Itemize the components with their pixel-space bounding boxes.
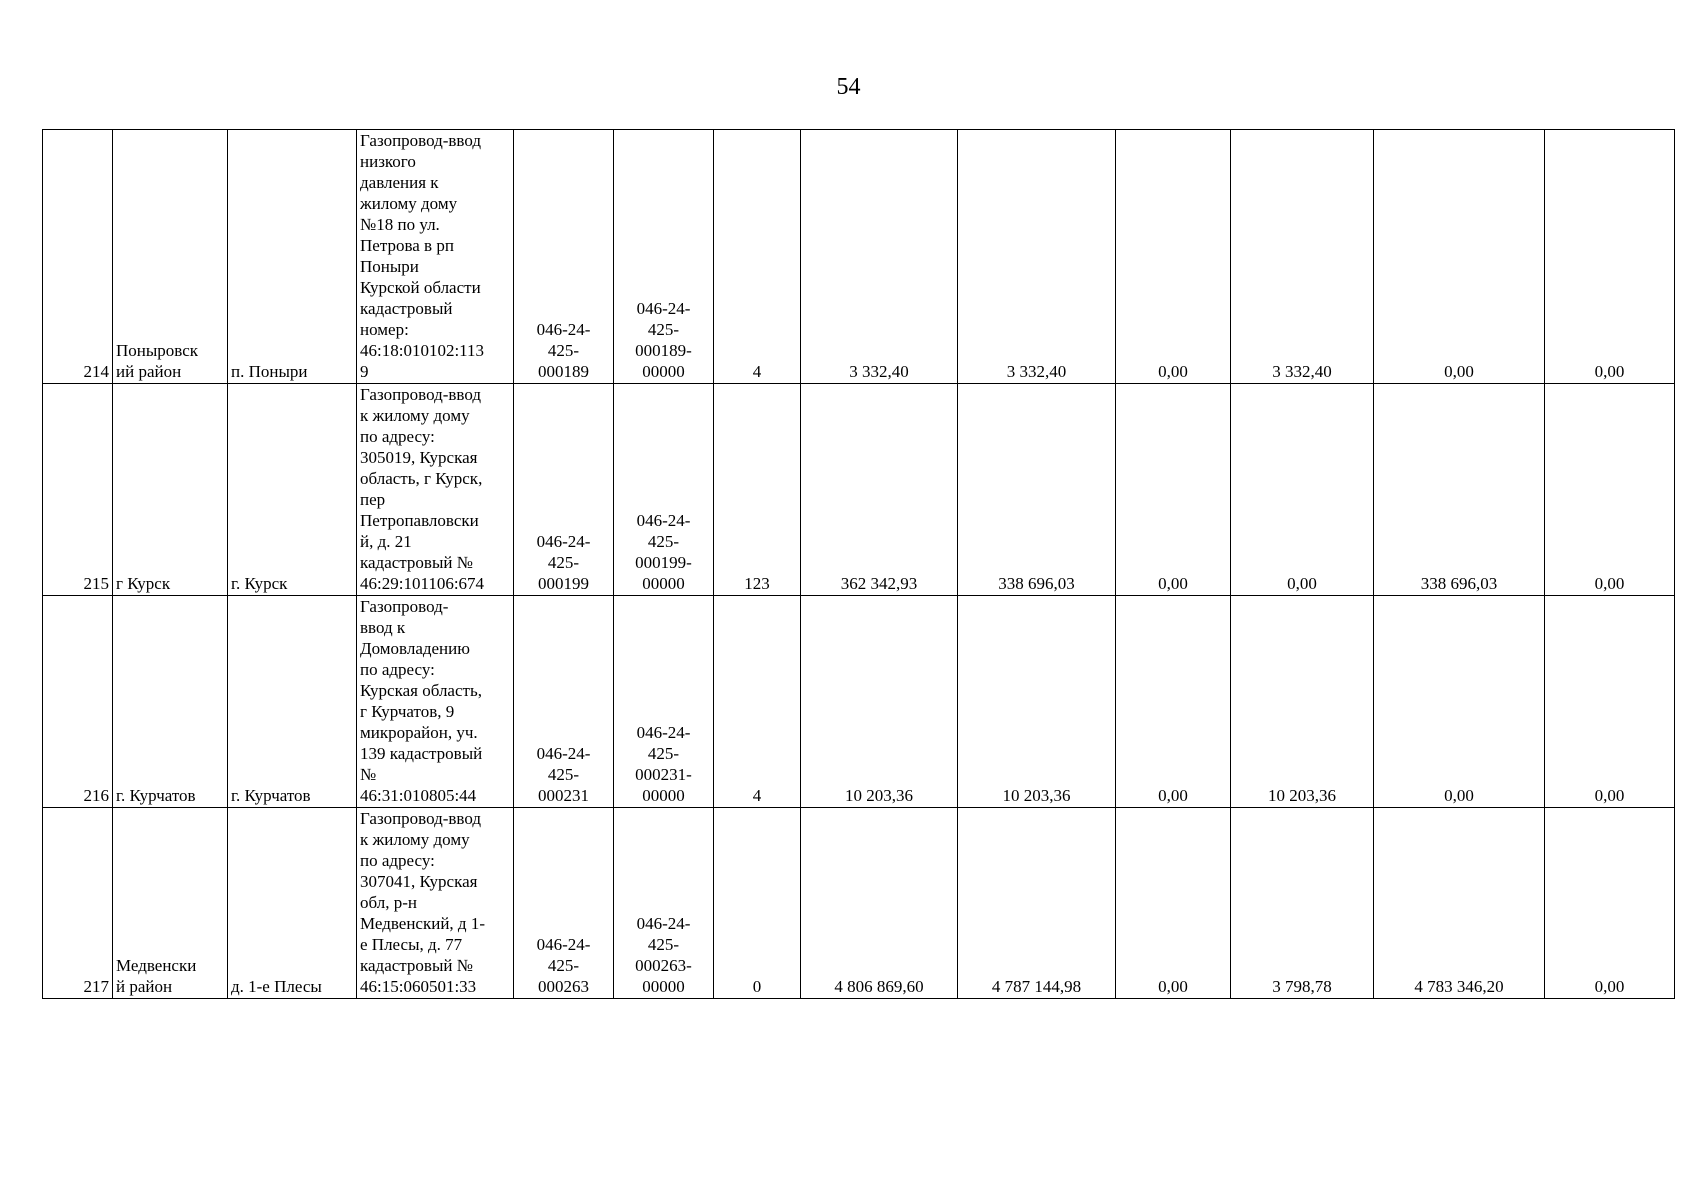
district-cell bbox=[113, 130, 228, 384]
table-row bbox=[43, 384, 1675, 596]
page-number: 54 bbox=[836, 74, 861, 100]
amount-cell-2: 3 332,40 bbox=[958, 130, 1116, 384]
locality-cell bbox=[228, 808, 357, 999]
amount-cell-3: 0,00 bbox=[1116, 596, 1231, 808]
object-description-text: Газопровод-ввод к жилому дому по адресу: 307041, Курская обл, р-н Медвенский, д 1- е Плесы, д. 77 кадастровый № 46:15:060501:33 bbox=[360, 809, 485, 996]
object-full-code-text: 046-24- 425- 000231- 00000 bbox=[635, 723, 692, 805]
count-cell: 123 bbox=[714, 384, 801, 596]
amount-cell-4: 3 332,40 bbox=[1231, 130, 1374, 384]
district-text: г Курск bbox=[116, 574, 171, 593]
object-full-code-cell bbox=[614, 384, 714, 596]
locality-text: г. Курск bbox=[231, 574, 288, 593]
count-cell: 4 bbox=[714, 130, 801, 384]
district-text: Поныровск ий район bbox=[116, 341, 199, 381]
object-full-code-cell bbox=[614, 130, 714, 384]
district-text: г. Курчатов bbox=[116, 786, 196, 805]
amount-cell-4: 10 203,36 bbox=[1231, 596, 1374, 808]
amount-cell-4: 0,00 bbox=[1231, 384, 1374, 596]
amount-cell-5: 0,00 bbox=[1374, 596, 1545, 808]
object-code-cell bbox=[514, 130, 614, 384]
district-cell bbox=[113, 596, 228, 808]
object-code-cell bbox=[514, 384, 614, 596]
object-code-text: 046-24- 425- 000263 bbox=[536, 935, 591, 996]
amount-cell-5: 4 783 346,20 bbox=[1374, 808, 1545, 999]
amount-cell-5: 0,00 bbox=[1374, 130, 1545, 384]
locality-cell bbox=[228, 130, 357, 384]
amount-cell-3: 0,00 bbox=[1116, 130, 1231, 384]
amount-cell-6: 0,00 bbox=[1545, 596, 1675, 808]
amount-cell-3: 0,00 bbox=[1116, 808, 1231, 999]
district-text: Медвенски й район bbox=[116, 956, 197, 996]
amount-cell-6: 0,00 bbox=[1545, 130, 1675, 384]
amount-cell-1: 4 806 869,60 bbox=[801, 808, 958, 999]
locality-text: г. Курчатов bbox=[231, 786, 311, 805]
row-number-cell: 214 bbox=[43, 130, 113, 384]
locality-text: д. 1-е Плесы bbox=[231, 977, 322, 996]
row-number-cell: 215 bbox=[43, 384, 113, 596]
row-number-cell: 217 bbox=[43, 808, 113, 999]
amount-cell-5: 338 696,03 bbox=[1374, 384, 1545, 596]
amount-cell-3: 0,00 bbox=[1116, 384, 1231, 596]
object-code-text: 046-24- 425- 000231 bbox=[536, 744, 591, 805]
table-row bbox=[43, 808, 1675, 999]
amount-cell-1: 3 332,40 bbox=[801, 130, 958, 384]
count-cell: 4 bbox=[714, 596, 801, 808]
locality-cell bbox=[228, 384, 357, 596]
table-row bbox=[43, 596, 1675, 808]
object-description-cell bbox=[357, 808, 514, 999]
object-description-text: Газопровод-ввод низкого давления к жилому дому №18 по ул. Петрова в рп Поныри Курской области кадастровый номер: 46:18:010102:113 9 bbox=[360, 131, 485, 381]
object-description-text: Газопровод- ввод к Домовладению по адресу: Курская область, г Курчатов, 9 микрорайон, уч. 139 кадастровый № 46:31:010805:44 bbox=[360, 597, 483, 805]
object-code-cell bbox=[514, 808, 614, 999]
amount-cell-1: 10 203,36 bbox=[801, 596, 958, 808]
amount-cell-2: 338 696,03 bbox=[958, 384, 1116, 596]
object-full-code-cell bbox=[614, 596, 714, 808]
object-code-text: 046-24- 425- 000199 bbox=[536, 532, 591, 593]
object-full-code-text: 046-24- 425- 000199- 00000 bbox=[635, 511, 692, 593]
amount-cell-2: 10 203,36 bbox=[958, 596, 1116, 808]
amount-cell-2: 4 787 144,98 bbox=[958, 808, 1116, 999]
object-description-cell bbox=[357, 596, 514, 808]
table-row bbox=[43, 130, 1675, 384]
object-code-text: 046-24- 425- 000189 bbox=[536, 320, 591, 381]
row-number-cell: 216 bbox=[43, 596, 113, 808]
count-cell: 0 bbox=[714, 808, 801, 999]
locality-cell bbox=[228, 596, 357, 808]
object-code-cell bbox=[514, 596, 614, 808]
district-cell bbox=[113, 808, 228, 999]
object-full-code-text: 046-24- 425- 000263- 00000 bbox=[635, 914, 692, 996]
object-full-code-cell bbox=[614, 808, 714, 999]
object-full-code-text: 046-24- 425- 000189- 00000 bbox=[635, 299, 692, 381]
district-cell bbox=[113, 384, 228, 596]
amount-cell-6: 0,00 bbox=[1545, 384, 1675, 596]
amount-cell-6: 0,00 bbox=[1545, 808, 1675, 999]
locality-text: п. Поныри bbox=[231, 362, 308, 381]
object-description-text: Газопровод-ввод к жилому дому по адресу: 305019, Курская область, г Курск, пер Петропавловски й, д. 21 кадастровый № 46:29:101106:674 bbox=[360, 385, 485, 593]
object-description-cell bbox=[357, 384, 514, 596]
data-table bbox=[42, 129, 1675, 999]
object-description-cell bbox=[357, 130, 514, 384]
amount-cell-1: 362 342,93 bbox=[801, 384, 958, 596]
amount-cell-4: 3 798,78 bbox=[1231, 808, 1374, 999]
